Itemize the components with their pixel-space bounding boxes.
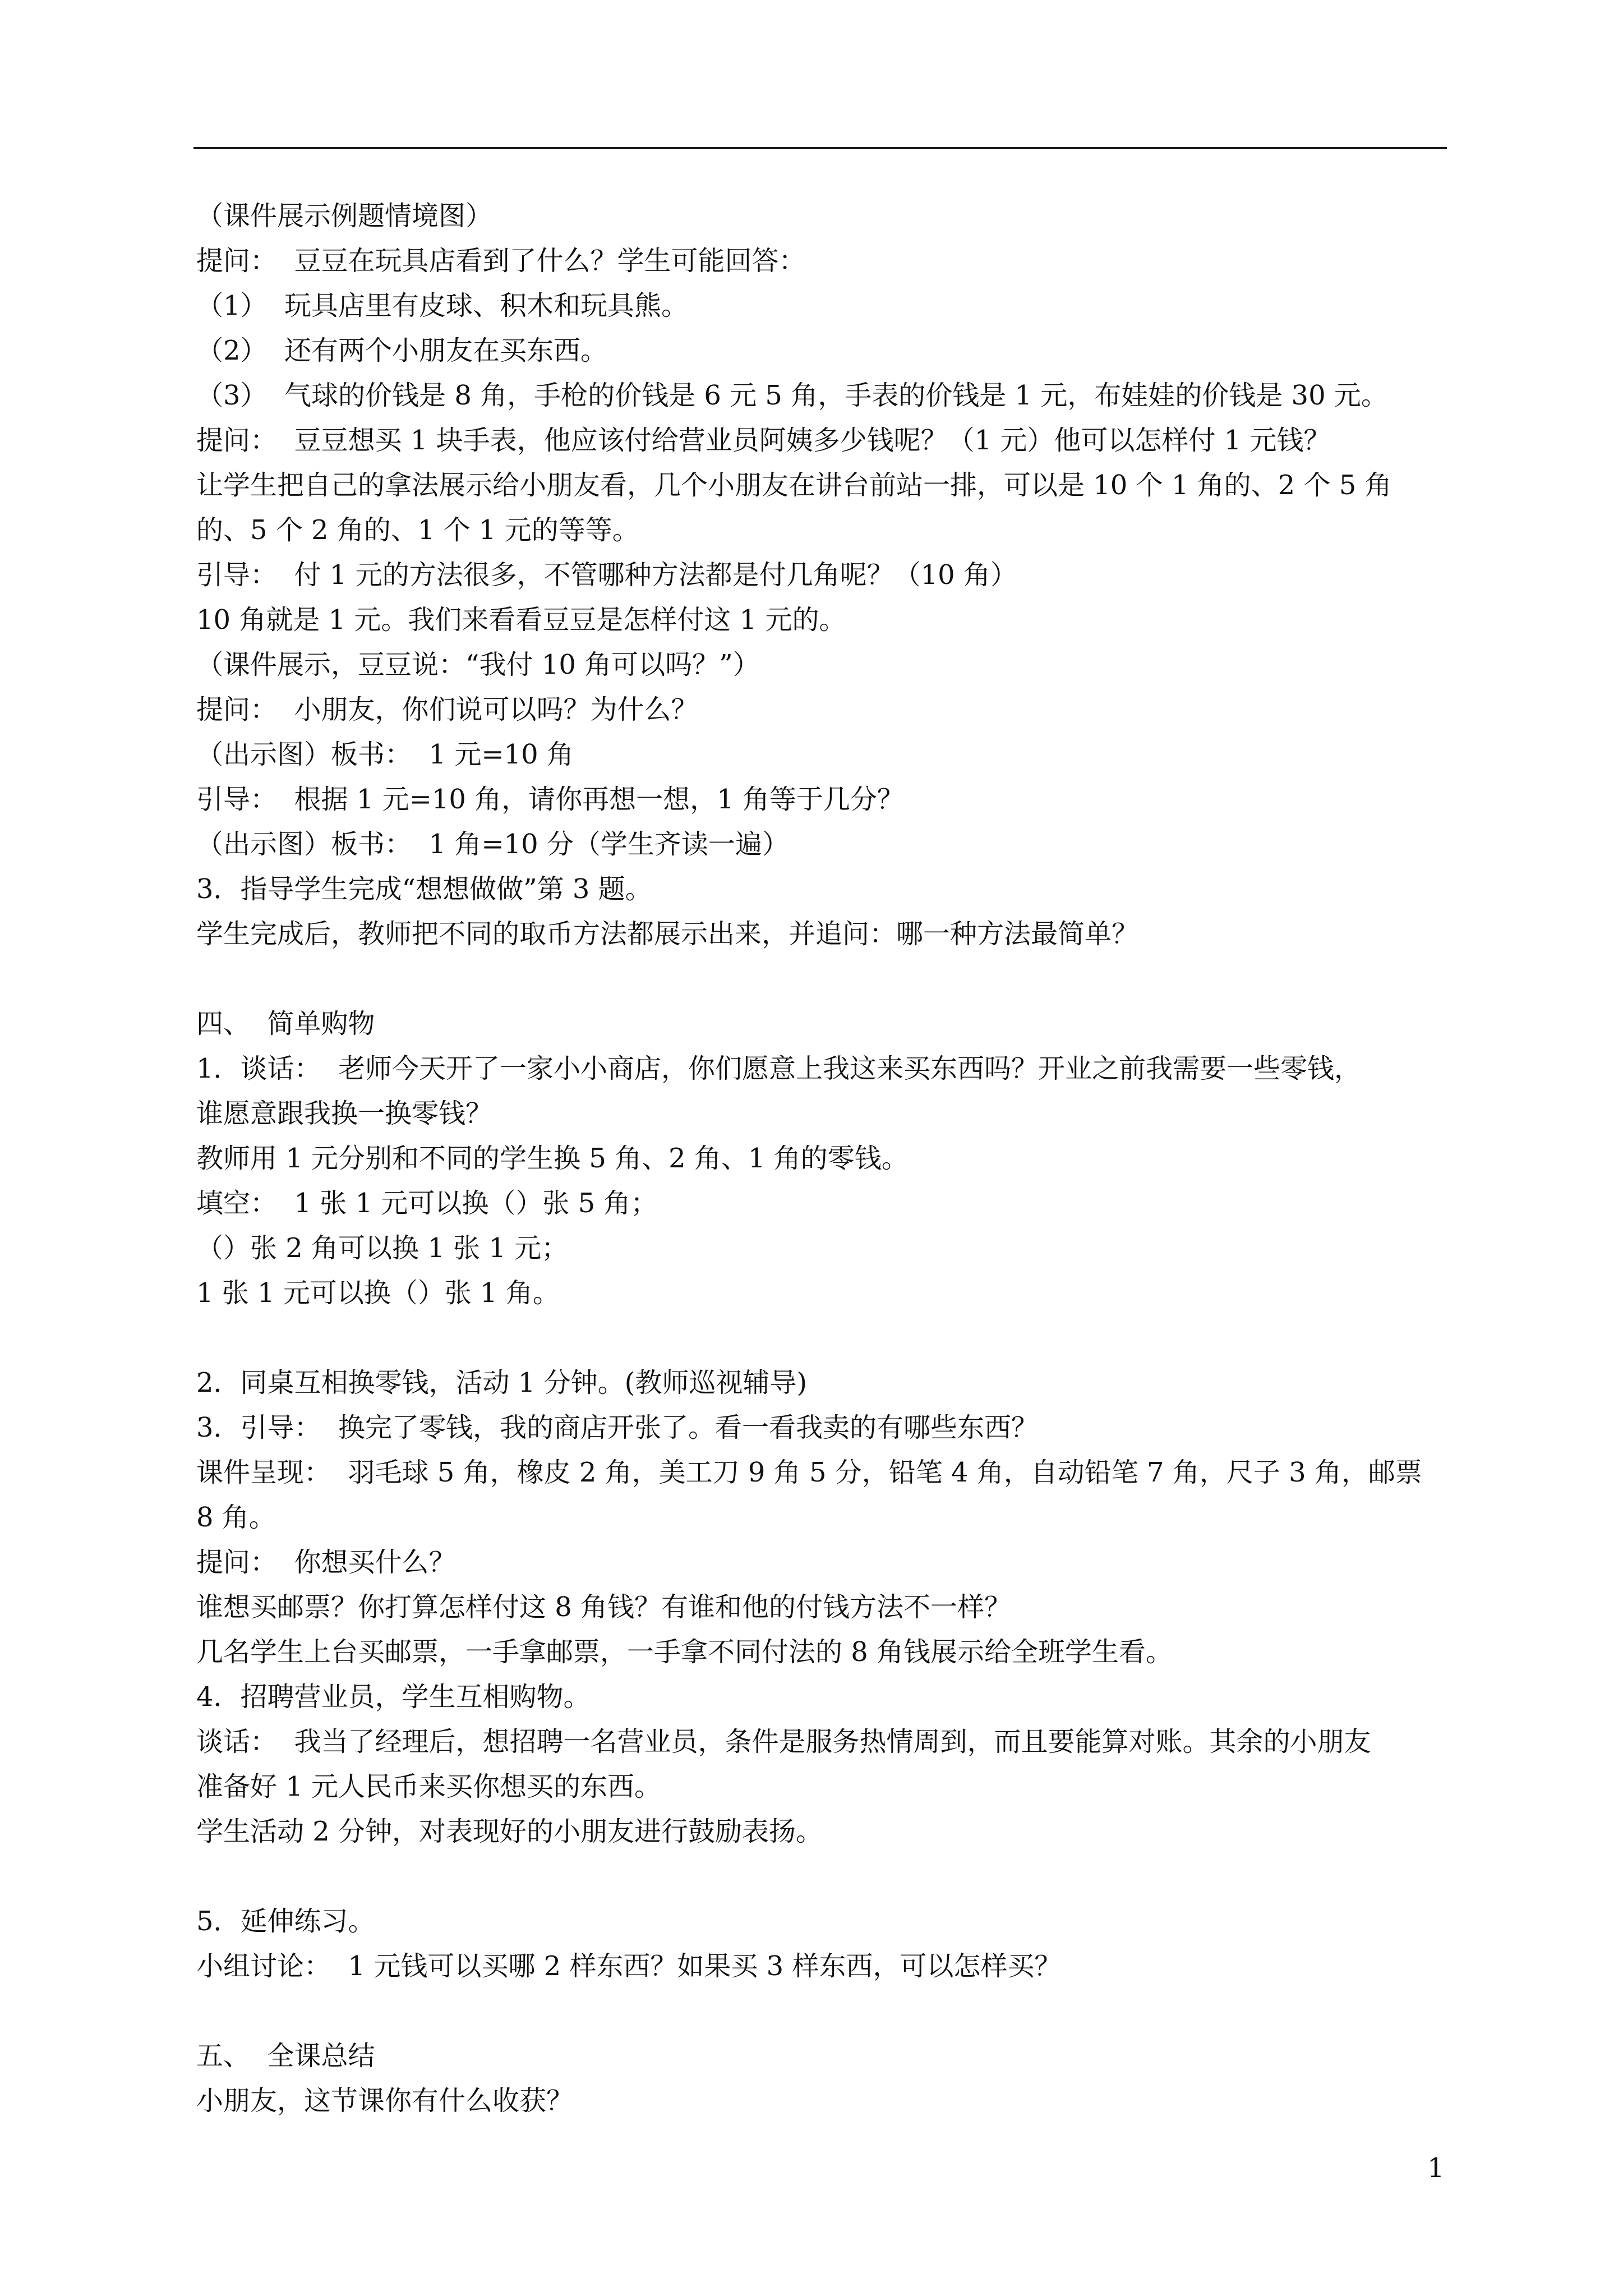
text-line: （课件展示，豆豆说：“我付 10 角可以吗？”）: [196, 649, 760, 680]
text-line: 1．谈话： 老师今天开了一家小小商店，你们愿意上我这来买东西吗？开业之前我需要一些零钱，: [196, 1053, 1362, 1084]
paragraph-gap: [196, 1315, 1453, 1360]
text-line: 准备好 1 元人民币来买你想买的东西。: [196, 1771, 662, 1802]
text-line: （1） 玩具店里有皮球、积木和玩具熊。: [196, 290, 689, 321]
page-number: 1: [1427, 2152, 1445, 2184]
text-line: 课件呈现： 羽毛球 5 角，橡皮 2 角，美工刀 9 角 5 分，铅笔 4 角，自动铅笔 7 角，尺子 3 角，邮票: [196, 1457, 1422, 1488]
text-line: （出示图）板书： 1 元=10 角: [196, 739, 574, 770]
text-line: 提问： 豆豆在玩具店看到了什么？学生可能回答：: [196, 245, 806, 277]
text-line: 谈话： 我当了经理后，想招聘一名营业员，条件是服务热情周到，而且要能算对账。其余的小朋友: [196, 1726, 1371, 1757]
text-line: 几名学生上台买邮票，一手拿邮票，一手拿不同付法的 8 角钱展示给全班学生看。: [196, 1636, 1173, 1668]
text-line: 2．同桌互相换零钱，活动 1 分钟。(教师巡视辅导): [196, 1367, 808, 1398]
text-line: 3．指导学生完成“想想做做”第 3 题。: [196, 873, 652, 905]
text-line: 学生活动 2 分钟，对表现好的小朋友进行鼓励表扬。: [196, 1816, 823, 1847]
text-line: （2） 还有两个小朋友在买东西。: [196, 335, 608, 366]
text-line: 8 角。: [196, 1502, 276, 1533]
text-line: 5．延伸练习。: [196, 1906, 375, 1937]
text-line: 小朋友，这节课你有什么收获？: [196, 2085, 574, 2116]
paragraph-gap: [196, 1854, 1453, 1899]
text-line: （3） 气球的价钱是 8 角，手枪的价钱是 6 元 5 角，手表的价钱是 1 元，布娃娃的价钱是 30 元。: [196, 380, 1388, 411]
text-line: 3．引导： 换完了零钱，我的商店开张了。看一看我卖的有哪些东西？: [196, 1412, 1039, 1443]
text-line: 10 角就是 1 元。我们来看看豆豆是怎样付这 1 元的。: [196, 604, 846, 636]
text-line: 教师用 1 元分别和不同的学生换 5 角、2 角、1 角的零钱。: [196, 1143, 909, 1174]
paragraph-gap: [196, 1989, 1453, 2033]
text-line: （课件展示例题情境图）: [196, 200, 493, 232]
document-body: [196, 194, 1453, 2123]
text-line: 五、 全课总结: [196, 2040, 375, 2072]
text-line: 提问： 豆豆想买 1 块手表，他应该付给营业员阿姨多少钱呢？（1 元）他可以怎样付 1 元钱？: [196, 425, 1331, 456]
text-line: 提问： 你想买什么？: [196, 1547, 456, 1578]
text-line: 小组讨论： 1 元钱可以买哪 2 样东西？如果买 3 样东西，可以怎样买？: [196, 1950, 1062, 1982]
text-line: （出示图）板书： 1 角=10 分（学生齐读一遍）: [196, 829, 789, 860]
text-line: 学生完成后，教师把不同的取币方法都展示出来，并追问：哪一种方法最简单？: [196, 918, 1139, 950]
text-line: 引导： 根据 1 元=10 角，请你再想一想，1 角等于几分？: [196, 784, 904, 815]
text-line: 谁想买邮票？你打算怎样付这 8 角钱？有谁和他的付钱方法不一样？: [196, 1591, 1012, 1623]
text-line: 填空： 1 张 1 元可以换（）张 5 角；: [196, 1188, 658, 1219]
paragraph-gap: [196, 956, 1453, 1001]
text-line: 1 张 1 元可以换（）张 1 角。: [196, 1277, 560, 1309]
text-line: 四、 简单购物: [196, 1008, 375, 1039]
text-line: 4．招聘营业员，学生互相购物。: [196, 1681, 591, 1713]
text-line: （）张 2 角可以换 1 张 1 元；: [196, 1232, 569, 1264]
text-line: 谁愿意跟我换一换零钱？: [196, 1098, 493, 1129]
text-line: 提问： 小朋友，你们说可以吗？为什么？: [196, 694, 698, 725]
text-line: 的、5 个 2 角的、1 个 1 元的等等。: [196, 514, 639, 546]
text-line: 让学生把自己的拿法展示给小朋友看，几个小朋友在讲台前站一排，可以是 10 个 1 角的、2 个 5 角: [196, 470, 1392, 501]
header-rule: [193, 147, 1447, 149]
text-line: 引导： 付 1 元的方法很多，不管哪种方法都是付几角呢？（10 角）: [196, 559, 1017, 591]
